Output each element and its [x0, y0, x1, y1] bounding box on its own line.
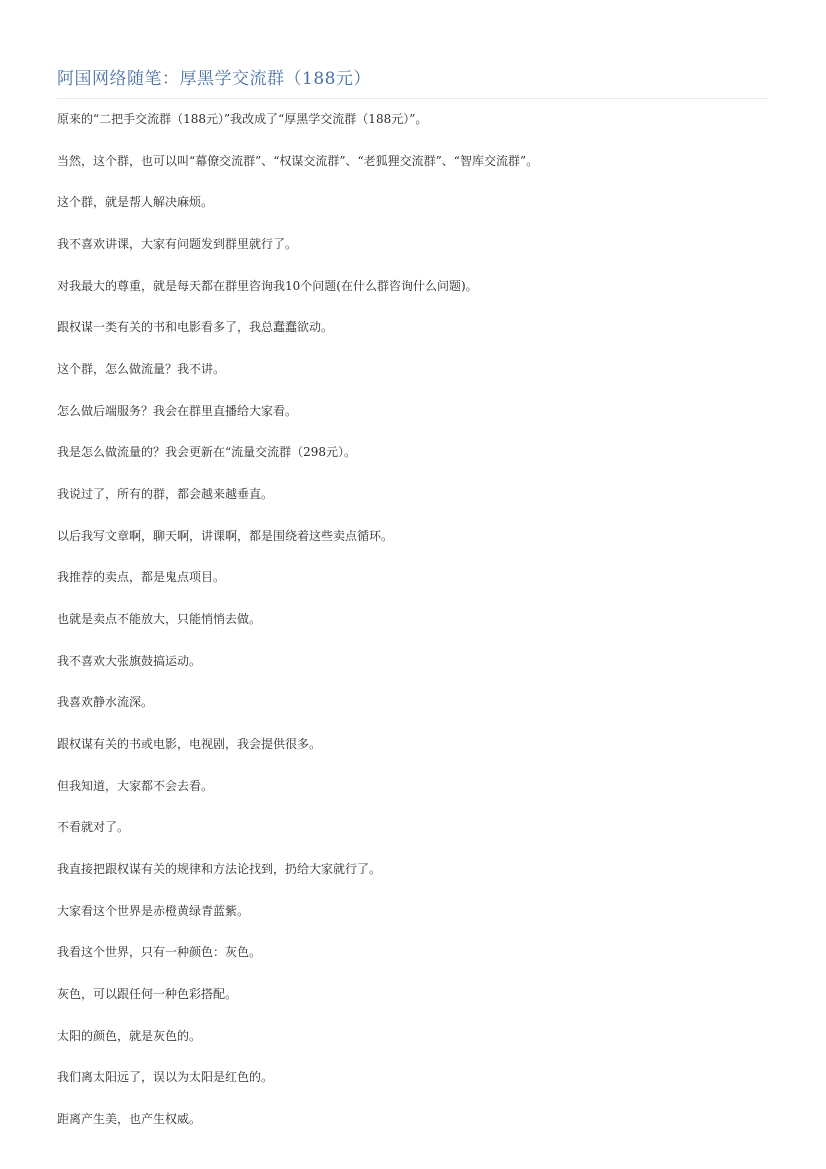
paragraph: 跟权谋一类有关的书和电影看多了，我总蠢蠢欲动。 [57, 320, 334, 334]
paragraph: 这个群，就是帮人解决麻烦。 [57, 195, 214, 209]
paragraph: 当然，这个群，也可以叫“幕僚交流群”、“权谋交流群”、“老狐狸交流群”、“智库交流群”。 [57, 154, 539, 168]
paragraph: 不看就对了。 [57, 820, 130, 834]
paragraph: 我看这个世界，只有一种颜色：灰色。 [57, 945, 262, 959]
paragraph: 对我最大的尊重，就是每天都在群里咨询我10个问题(在什么群咨询什么问题)。 [57, 279, 478, 293]
paragraph: 我不喜欢大张旗鼓搞运动。 [57, 654, 202, 668]
paragraph: 我喜欢静水流深。 [57, 695, 154, 709]
paragraph: 距离产生美，也产生权威。 [57, 1112, 202, 1126]
paragraph: 大家看这个世界是赤橙黄绿青蓝紫。 [57, 904, 250, 918]
paragraph: 也就是卖点不能放大，只能悄悄去做。 [57, 612, 262, 626]
paragraph: 但我知道，大家都不会去看。 [57, 779, 214, 793]
paragraph: 我不喜欢讲课，大家有问题发到群里就行了。 [57, 237, 298, 251]
paragraph: 原来的“二把手交流群（188元）”我改成了“厚黑学交流群（188元）”。 [57, 112, 428, 126]
paragraph: 这个群，怎么做流量？我不讲。 [57, 362, 226, 376]
paragraph: 我们离太阳远了，误以为太阳是红色的。 [57, 1070, 274, 1084]
paragraph: 太阳的颜色，就是灰色的。 [57, 1029, 202, 1043]
paragraph: 我说过了，所有的群，都会越来越垂直。 [57, 487, 274, 501]
paragraph: 我推荐的卖点，都是鬼点项目。 [57, 570, 226, 584]
paragraph: 怎么做后端服务？我会在群里直播给大家看。 [57, 404, 298, 418]
title-divider [57, 98, 769, 99]
paragraph: 我是怎么做流量的？我会更新在“流量交流群（298元）。 [57, 445, 357, 459]
paragraph: 我直接把跟权谋有关的规律和方法论找到，扔给大家就行了。 [57, 862, 382, 876]
article-title: 阿国网络随笔：厚黑学交流群（188元） [57, 69, 371, 89]
paragraph: 跟权谋有关的书或电影，电视剧，我会提供很多。 [57, 737, 322, 751]
paragraph: 灰色，可以跟任何一种色彩搭配。 [57, 987, 238, 1001]
paragraph: 以后我写文章啊，聊天啊，讲课啊，都是围绕着这些卖点循环。 [57, 529, 394, 543]
